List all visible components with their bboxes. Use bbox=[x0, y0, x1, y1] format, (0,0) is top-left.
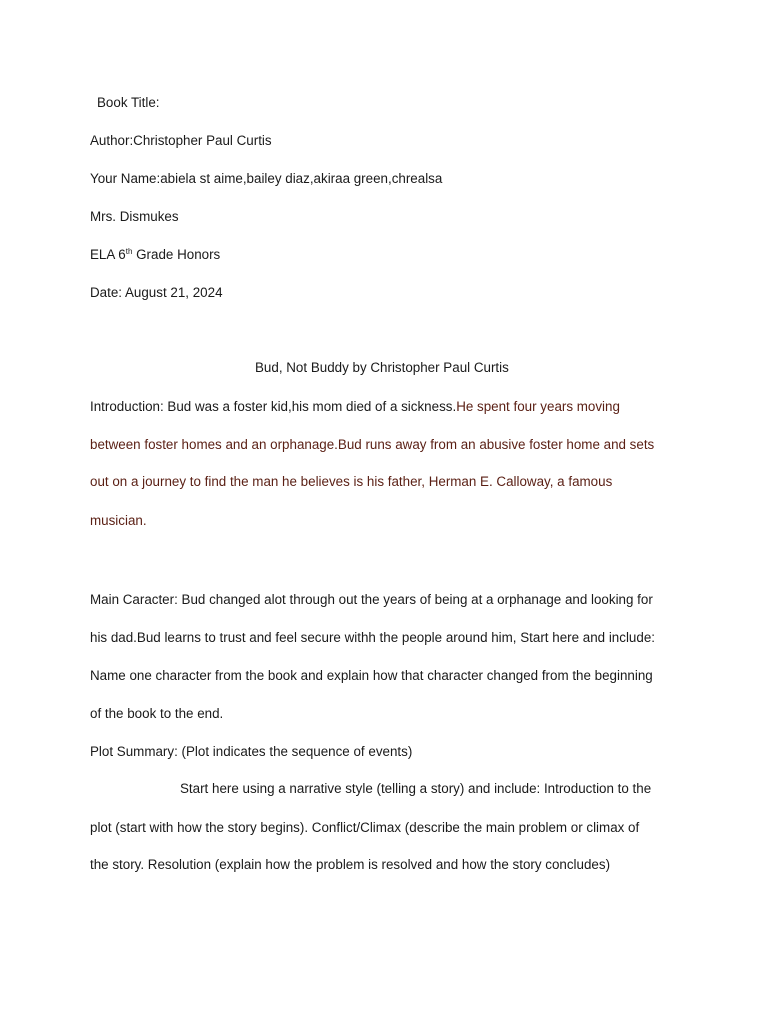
document-title: Bud, Not Buddy by Christopher Paul Curtis bbox=[255, 360, 509, 375]
book-title-label: Book Title: bbox=[97, 95, 160, 110]
class-ordinal-suffix: th bbox=[125, 247, 133, 256]
plot-summary-line-3: the story. Resolution (explain how the problem is resolved and how the story concludes) bbox=[90, 857, 611, 872]
class-suffix: Grade Honors bbox=[132, 247, 221, 262]
main-character-line-4: of the book to the end. bbox=[90, 706, 224, 721]
introduction-line-4: musician. bbox=[90, 513, 147, 528]
plot-summary-line-1: Start here using a narrative style (telling a story) and include: Introduction to the bbox=[180, 781, 652, 796]
teacher-line: Mrs. Dismukes bbox=[90, 209, 179, 224]
your-name-line: Your Name:abiela st aime,bailey diaz,akiraa green,chrealsa bbox=[90, 171, 443, 186]
main-character-line-2: his dad.Bud learns to trust and feel secure withh the people around him, Start here and include: bbox=[90, 630, 655, 645]
introduction-line-1 bbox=[90, 398, 620, 416]
introduction-plain-text: Introduction: Bud was a foster kid,his mom died of a sickness. bbox=[90, 399, 457, 414]
plot-summary-heading: Plot Summary: (Plot indicates the sequence of events) bbox=[90, 744, 413, 759]
class-prefix: ELA 6 bbox=[90, 247, 126, 262]
introduction-line-2: between foster homes and an orphanage.Bud runs away from an abusive foster home and sets bbox=[90, 437, 655, 452]
main-character-line-3: Name one character from the book and explain how that character changed from the beginning bbox=[90, 668, 653, 683]
plot-summary-line-2: plot (start with how the story begins). Conflict/Climax (describe the main problem or climax of bbox=[90, 820, 640, 835]
author-line: Author:Christopher Paul Curtis bbox=[90, 133, 272, 148]
class-line bbox=[90, 246, 220, 264]
introduction-accent-text: He spent four years moving bbox=[456, 399, 620, 414]
date-line: Date: August 21, 2024 bbox=[90, 285, 223, 300]
introduction-line-3: out on a journey to find the man he believes is his father, Herman E. Calloway, a famous bbox=[90, 474, 613, 489]
main-character-line-1: Main Caracter: Bud changed alot through out the years of being at a orphanage and looking for bbox=[90, 592, 653, 607]
